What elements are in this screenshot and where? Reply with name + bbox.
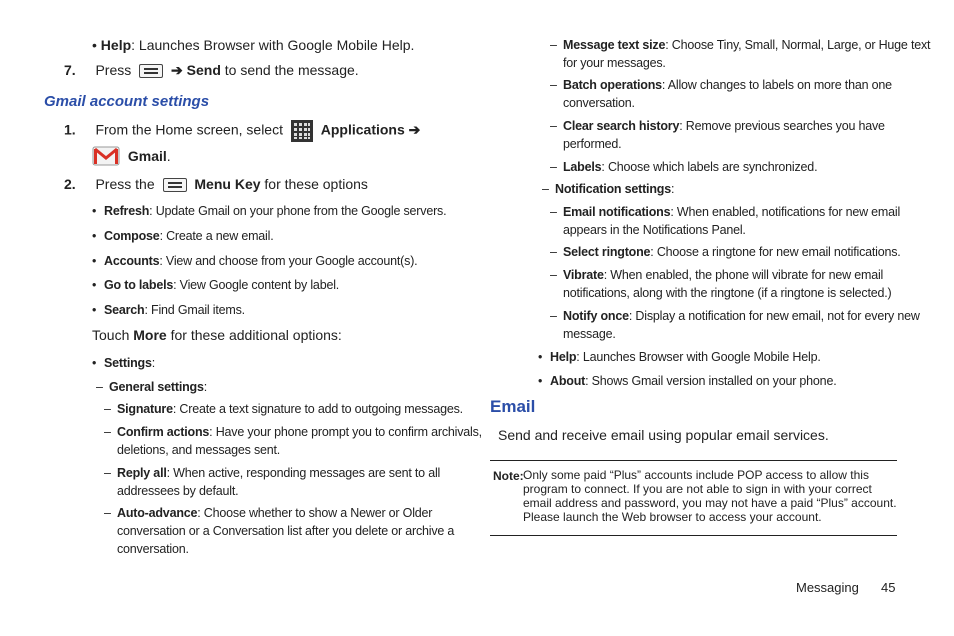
note-label: Note: bbox=[493, 469, 524, 483]
bullet: • bbox=[92, 254, 97, 268]
period: . bbox=[166, 148, 171, 165]
option-desc: : Update Gmail on your phone from the Google servers. bbox=[149, 204, 447, 218]
option-label: Compose bbox=[104, 229, 160, 243]
step-text-rest: to send the message. bbox=[224, 62, 359, 78]
reply-all-item bbox=[104, 464, 441, 500]
labels-item bbox=[550, 158, 818, 176]
bullet: • bbox=[538, 350, 543, 364]
item-label: Reply all bbox=[117, 466, 167, 480]
item-desc-cont: appears in the Notifications Panel. bbox=[563, 223, 746, 237]
colon: : bbox=[151, 356, 155, 370]
item-desc-cont: deletions, and messages sent. bbox=[117, 443, 281, 457]
option-refresh bbox=[92, 202, 447, 220]
bullet: • bbox=[92, 204, 97, 218]
item-desc: : Have your phone prompt you to confirm archivals, bbox=[209, 425, 482, 439]
option-desc: : Find Gmail items. bbox=[144, 303, 245, 317]
about-item bbox=[538, 372, 837, 390]
item-desc: : Choose Tiny, Small, Normal, Large, or Huge text bbox=[665, 38, 931, 52]
signature-item bbox=[104, 400, 463, 418]
item-desc: : Display a notification for new email, not for every new bbox=[628, 309, 920, 323]
dash: – bbox=[550, 205, 557, 219]
dash: – bbox=[96, 380, 103, 394]
dash: – bbox=[550, 38, 557, 52]
option-desc: : Create a new email. bbox=[159, 229, 274, 243]
note-line: Only some paid “Plus” accounts include POP access to allow this bbox=[523, 468, 869, 482]
note-box bbox=[490, 460, 897, 536]
option-accounts bbox=[92, 252, 418, 270]
option-search bbox=[92, 301, 245, 319]
applications-label: Applications ➔ bbox=[320, 121, 421, 138]
help-label: Help bbox=[100, 37, 132, 53]
about-label: About bbox=[550, 374, 586, 388]
item-label: Vibrate bbox=[563, 268, 604, 282]
dash: – bbox=[550, 268, 557, 282]
touch-text: Touch bbox=[92, 327, 130, 343]
gmail-icon bbox=[92, 146, 120, 169]
touch-more-line bbox=[92, 327, 342, 343]
about-desc: : Shows Gmail version installed on your phone. bbox=[585, 374, 837, 388]
step-text: Press the bbox=[95, 176, 155, 192]
dash: – bbox=[550, 309, 557, 323]
applications-grid-icon bbox=[291, 120, 313, 142]
item-desc: : Choose which labels are synchronized. bbox=[601, 160, 818, 174]
arrow-icon: ➔ bbox=[171, 62, 183, 78]
option-compose bbox=[92, 227, 274, 245]
step-text-rest: for these options bbox=[264, 176, 368, 192]
option-label: Search bbox=[104, 303, 145, 317]
dash: – bbox=[104, 425, 111, 439]
option-desc: : View and choose from your Google account(s). bbox=[159, 254, 418, 268]
item-label: Signature bbox=[117, 402, 173, 416]
help-bullet-item bbox=[92, 37, 414, 53]
bullet: • bbox=[92, 303, 97, 317]
option-desc: : View Google content by label. bbox=[173, 278, 340, 292]
item-label: Notify once bbox=[563, 309, 629, 323]
bullet: • bbox=[538, 374, 543, 388]
option-label: Refresh bbox=[104, 204, 150, 218]
dash: – bbox=[550, 78, 557, 92]
help-label: Help bbox=[550, 350, 577, 364]
dash: – bbox=[104, 402, 111, 416]
email-notifications-item bbox=[550, 203, 901, 239]
settings-label: Settings bbox=[104, 356, 152, 370]
item-desc-cont: message. bbox=[563, 327, 616, 341]
note-line: email address and password, you may not have a paid “Plus” account. bbox=[523, 496, 897, 510]
bullet: • bbox=[92, 356, 97, 370]
menu-key-label: Menu Key bbox=[194, 176, 261, 192]
notification-settings-label: Notification settings bbox=[555, 182, 671, 196]
step-7 bbox=[64, 62, 359, 78]
item-desc: : Create a text signature to add to outgoing messages. bbox=[172, 402, 463, 416]
item-label: Clear search history bbox=[563, 119, 680, 133]
colon: : bbox=[670, 182, 675, 196]
item-label: Confirm actions bbox=[117, 425, 210, 439]
item-desc-cont: conversation or a Conversation list after you delete or archive a bbox=[117, 524, 455, 538]
step-1 bbox=[64, 120, 420, 142]
vibrate-item bbox=[550, 266, 892, 302]
bullet: • bbox=[92, 37, 97, 53]
menu-key-icon bbox=[139, 64, 163, 78]
note-text bbox=[523, 468, 897, 524]
item-desc-cont: addressees by default. bbox=[117, 484, 239, 498]
touch-text-rest: for these additional options: bbox=[170, 327, 342, 343]
step-2 bbox=[64, 176, 368, 192]
auto-advance-item bbox=[104, 504, 455, 558]
item-desc: : Allow changes to labels on more than one bbox=[661, 78, 892, 92]
option-label: Go to labels bbox=[104, 278, 174, 292]
dash: – bbox=[550, 160, 557, 174]
step-text: From the Home screen, select bbox=[95, 121, 283, 138]
note-line: program to connect. If you are not able to sign in with your correct bbox=[523, 482, 872, 496]
confirm-actions-item bbox=[104, 423, 482, 459]
item-desc-cont: notifications, along with the ringtone (if a ringtone is selected.) bbox=[563, 286, 892, 300]
help-desc: : Launches Browser with Google Mobile Help. bbox=[131, 37, 415, 53]
dash: – bbox=[542, 182, 549, 196]
help-desc: : Launches Browser with Google Mobile Help. bbox=[576, 350, 821, 364]
item-label: Email notifications bbox=[563, 205, 671, 219]
notify-once-item bbox=[550, 307, 920, 343]
select-ringtone-item bbox=[550, 243, 901, 261]
option-go-to-labels bbox=[92, 276, 340, 294]
item-desc: : When enabled, the phone will vibrate for new email bbox=[603, 268, 884, 282]
item-desc: : Choose whether to show a Newer or Older bbox=[197, 506, 433, 520]
note-line: Please launch the Web browser to access your account. bbox=[523, 510, 822, 524]
batch-operations-item bbox=[550, 76, 892, 112]
general-settings-label: General settings bbox=[109, 380, 204, 394]
notification-settings-item bbox=[542, 180, 675, 198]
item-label: Auto-advance bbox=[117, 506, 198, 520]
page-number: 45 bbox=[881, 580, 896, 595]
item-desc-cont: conversation. bbox=[117, 542, 189, 556]
help-item bbox=[538, 348, 821, 366]
dash: – bbox=[104, 506, 111, 520]
email-description: Send and receive email using popular email services. bbox=[498, 427, 829, 443]
option-label: Accounts bbox=[104, 254, 160, 268]
general-settings-item bbox=[96, 378, 208, 396]
item-desc: : When active, responding messages are sent to all bbox=[166, 466, 441, 480]
step-number: 7. bbox=[64, 62, 76, 78]
send-label: Send bbox=[186, 62, 221, 78]
item-label: Labels bbox=[563, 160, 602, 174]
item-label: Select ringtone bbox=[563, 245, 651, 259]
item-desc: : When enabled, notifications for new email bbox=[670, 205, 901, 219]
footer-section: Messaging bbox=[796, 580, 859, 595]
more-label: More bbox=[133, 327, 167, 343]
section-heading: Gmail account settings bbox=[44, 93, 210, 110]
menu-key-icon bbox=[163, 178, 187, 192]
gmail-label: Gmail bbox=[127, 148, 167, 165]
colon: : bbox=[203, 380, 208, 394]
step-number: 1. bbox=[64, 121, 76, 138]
step-text: Press bbox=[95, 62, 132, 78]
email-heading: Email bbox=[490, 397, 536, 416]
step-number: 2. bbox=[64, 176, 76, 192]
item-desc-cont: conversation. bbox=[563, 96, 635, 110]
item-label: Batch operations bbox=[563, 78, 662, 92]
item-desc-cont: for your messages. bbox=[563, 56, 666, 70]
dash: – bbox=[550, 245, 557, 259]
clear-search-history-item bbox=[550, 117, 885, 153]
bullet: • bbox=[92, 229, 97, 243]
message-text-size-item bbox=[550, 36, 931, 72]
item-desc: : Remove previous searches you have bbox=[679, 119, 885, 133]
dash: – bbox=[104, 466, 111, 480]
item-desc: : Choose a ringtone for new email notifications. bbox=[650, 245, 901, 259]
item-label: Message text size bbox=[563, 38, 666, 52]
settings-item bbox=[92, 354, 155, 372]
item-desc-cont: performed. bbox=[563, 137, 622, 151]
step-1-gmail bbox=[92, 146, 171, 169]
bullet: • bbox=[92, 278, 97, 292]
dash: – bbox=[550, 119, 557, 133]
